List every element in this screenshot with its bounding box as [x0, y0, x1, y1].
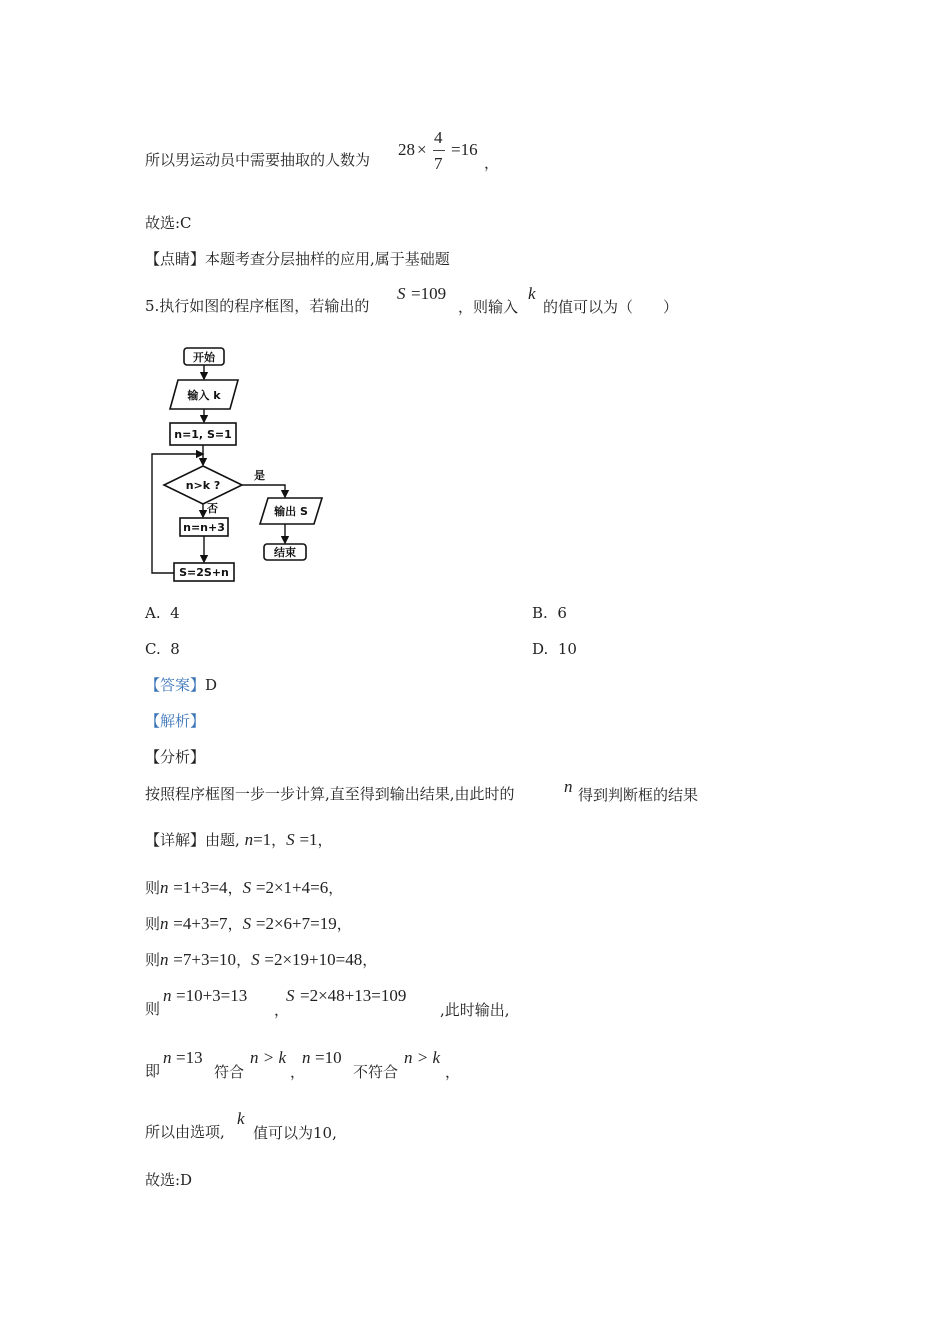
math-109: =109	[411, 284, 447, 303]
option-value: 8	[170, 640, 180, 658]
stem-text: 5.执行如图的程序框图，若输出的	[145, 297, 370, 315]
math-n: n	[160, 950, 169, 969]
comma: ，	[317, 831, 333, 849]
answer-value: D	[205, 676, 218, 694]
math-eq-16: =16	[451, 140, 478, 159]
question-stem	[145, 296, 369, 316]
text: 不符合	[353, 1063, 399, 1081]
conclusion-prefix: 所以由选项,	[145, 1123, 225, 1141]
math-S: S	[251, 950, 260, 969]
step-line-3	[145, 950, 377, 970]
comma: ，	[336, 915, 352, 933]
text: ,此时输出,	[440, 1001, 510, 1019]
output-label: 输出 S	[274, 505, 308, 518]
comma: ，	[484, 154, 500, 172]
comma: ，	[445, 1063, 461, 1081]
comma: ，	[271, 831, 287, 849]
no-label: 否	[207, 502, 218, 515]
math-S: S	[242, 878, 252, 897]
stem-text: ，则输入	[458, 298, 519, 316]
math-k: k	[528, 284, 536, 303]
text: 得到判断框的结果	[578, 786, 699, 804]
text: 值可以为10,	[253, 1124, 337, 1142]
text: 则	[145, 879, 161, 897]
math-expr: =7+3=10	[173, 950, 237, 969]
math-S: S	[286, 986, 295, 1005]
fenxi-tag: 【分析】	[145, 748, 206, 766]
comma: ，	[227, 879, 243, 897]
end-label: 结束	[274, 546, 296, 559]
fenxi-text	[145, 784, 515, 804]
option-value: 6	[557, 604, 567, 622]
comment-line: 【点睛】本题考查分层抽样的应用,属于基础题	[145, 250, 450, 268]
detail-line	[145, 830, 333, 850]
math-28: 28	[398, 140, 415, 159]
option-label: A.	[145, 604, 161, 622]
fraction-numerator: 4	[434, 128, 443, 147]
comma: ，	[274, 1001, 290, 1019]
text: 按照程序框图一步一步计算,直至得到输出结果,由此时的	[145, 785, 515, 803]
comma: ，	[362, 951, 378, 969]
math-ineq: n > k	[404, 1048, 441, 1067]
text: 符合	[214, 1063, 245, 1081]
math-expr: =2×1+4=6	[255, 878, 329, 897]
detail-tag: 【详解】由题,	[145, 831, 240, 849]
math-S: S	[286, 830, 295, 849]
option-label: B.	[532, 604, 548, 622]
math-n: n	[564, 777, 573, 796]
start-label: 开始	[193, 351, 215, 364]
math-n: n	[160, 878, 169, 897]
math-n: n	[160, 914, 169, 933]
final-answer: 故选:D	[145, 1171, 193, 1189]
math-expr: =2×19+10=48	[264, 950, 363, 969]
step-line-1	[145, 878, 343, 898]
math-n: n	[163, 986, 172, 1005]
text: 则	[145, 951, 161, 969]
step-line-4-prefix: 则	[145, 1000, 161, 1018]
comma: ，	[290, 1063, 306, 1081]
option-value: 10	[557, 640, 577, 658]
comma: ，	[328, 879, 344, 897]
text: 则	[145, 915, 161, 933]
text-line	[145, 150, 370, 170]
init-label: n=1, S=1	[174, 428, 232, 441]
fraction-bar	[433, 150, 445, 151]
stem-text: 的值可以为（ ）	[543, 298, 679, 316]
option-label: C.	[145, 640, 161, 658]
fraction-denominator: 7	[434, 154, 443, 173]
math-S: S	[242, 914, 252, 933]
step-line-2	[145, 914, 352, 934]
step-s-label: S=2S+n	[179, 566, 229, 579]
math-expr: =2×6+7=19	[255, 914, 337, 933]
math-expr: =1+3=4	[173, 878, 228, 897]
math-n: n	[302, 1048, 311, 1067]
answer-line	[145, 675, 217, 695]
comma: ，	[227, 915, 243, 933]
math-ineq: n > k	[250, 1048, 287, 1067]
math-n: n	[244, 830, 254, 849]
step-n-label: n=n+3	[183, 521, 225, 534]
comma: ，	[236, 951, 252, 969]
decision-label: n>k ?	[185, 479, 221, 492]
math-k: k	[237, 1109, 245, 1128]
answer-tag: 【答案】	[145, 676, 206, 694]
math-times: ×	[417, 140, 427, 159]
math-val: =1	[299, 830, 318, 849]
math-val: =1	[253, 830, 272, 849]
option-b[interactable]	[532, 603, 567, 623]
math-n: n	[163, 1048, 172, 1067]
input-label: 输入 k	[187, 389, 221, 402]
option-value: 4	[170, 604, 180, 622]
analysis-tag: 【解析】	[145, 712, 206, 730]
option-a[interactable]	[145, 603, 180, 623]
math-S: S	[397, 284, 406, 303]
yes-label: 是	[254, 469, 265, 482]
math-expr: =4+3=7	[173, 914, 228, 933]
option-d[interactable]	[532, 639, 577, 659]
math-expr: =10+3=13	[176, 986, 248, 1005]
math-expr: =10	[315, 1048, 342, 1067]
text: 所以男运动员中需要抽取的人数为	[145, 151, 371, 169]
option-c[interactable]	[145, 639, 180, 659]
math-expr: =2×48+13=109	[300, 986, 407, 1005]
answer-line: 故选:C	[145, 214, 192, 232]
ji-prefix: 即	[145, 1062, 161, 1080]
option-label: D.	[532, 640, 549, 658]
flowchart	[140, 340, 340, 590]
math-expr: =13	[176, 1048, 203, 1067]
